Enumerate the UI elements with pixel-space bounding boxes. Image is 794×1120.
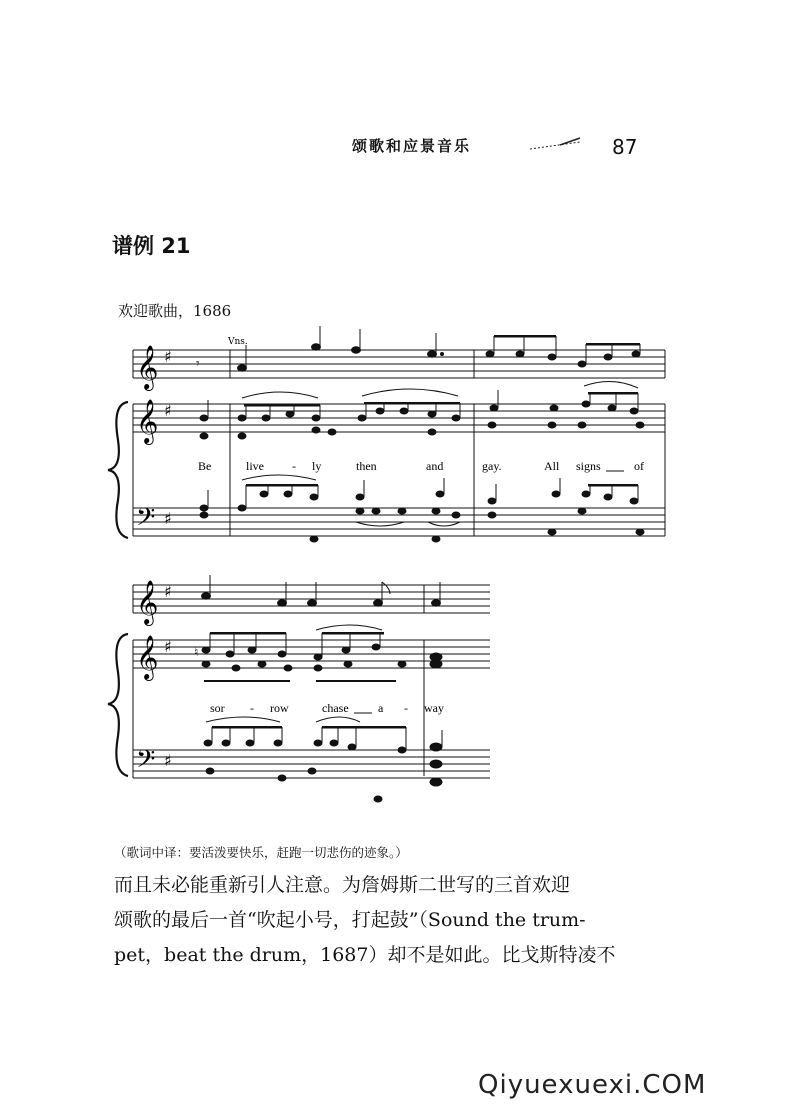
body-line: 颂歌的最后一首“吹起小号，打起鼓”（Sound the trum- <box>114 909 586 931</box>
lyric-syllable: live <box>246 459 264 473</box>
lyric-syllable: a <box>378 701 384 715</box>
lyric-syllable: row <box>270 701 289 715</box>
treble-clef-icon: 𝄞 <box>136 580 159 624</box>
brace-icon <box>108 634 128 776</box>
treble-clef-icon: 𝄞 <box>136 345 159 389</box>
lyric-syllable: sor <box>210 701 225 715</box>
treble-clef-icon: 𝄞 <box>136 635 159 679</box>
example-subtitle: 欢迎歌曲，1686 <box>118 302 232 320</box>
key-sharp-icon: ♯ <box>164 582 172 601</box>
lyric-syllable: of <box>634 459 644 473</box>
svg-text:♮: ♮ <box>194 645 199 659</box>
treble-clef-icon: 𝄞 <box>136 399 159 443</box>
bass-clef-icon: 𝄢 <box>136 745 156 780</box>
bass-clef-icon: 𝄢 <box>136 503 156 538</box>
brace-icon <box>108 402 128 538</box>
keyboard-treble-notes <box>200 381 644 439</box>
key-sharp-icon: ♯ <box>164 401 172 420</box>
key-sharp-icon: ♯ <box>164 751 172 770</box>
lyric-syllable: - <box>404 701 408 715</box>
lyric-translation-caption: （歌词中译：要活泼要快乐，赶跑一切悲伤的迹象。） <box>114 845 408 860</box>
body-line: 而且未必能重新引人注意。为詹姆斯二世写的三首欢迎 <box>114 874 571 896</box>
lyric-syllable: chase <box>322 701 349 715</box>
lyric-syllable: gay. <box>482 459 502 473</box>
violin-notes <box>202 575 441 606</box>
watermark: Qiyuexuexi.COM <box>478 1070 707 1100</box>
lyric-syllable: ly <box>312 459 322 473</box>
key-sharp-icon: ♯ <box>164 509 172 528</box>
lyric-syllable: - <box>250 701 254 715</box>
key-sharp-icon: ♯ <box>164 347 172 366</box>
example-title: 谱例 21 <box>112 234 191 258</box>
lyric-syllable: and <box>426 459 444 473</box>
lyric-syllable: - <box>292 459 296 473</box>
key-sharp-icon: ♯ <box>164 637 172 656</box>
running-title: 颂歌和应景音乐 <box>352 137 472 155</box>
lyrics-system-2 <box>210 701 444 715</box>
lyric-syllable: signs <box>576 459 601 473</box>
violin-staff <box>133 585 490 613</box>
lyric-syllable: then <box>356 459 377 473</box>
lyric-syllable: way <box>424 701 444 715</box>
svg-text:𝄾: 𝄾 <box>196 356 200 372</box>
lyric-syllable: All <box>544 459 560 473</box>
lyrics-system-1 <box>198 459 644 473</box>
keyboard-bass-notes <box>204 717 442 802</box>
body-line: pet，beat the drum，1687）却不是如此。比戈斯特凌不 <box>114 944 616 966</box>
violin-notes <box>196 326 640 372</box>
page-number: 87 <box>612 135 638 159</box>
instrument-label: Vns. <box>228 337 248 347</box>
lyric-syllable: Be <box>198 459 212 473</box>
